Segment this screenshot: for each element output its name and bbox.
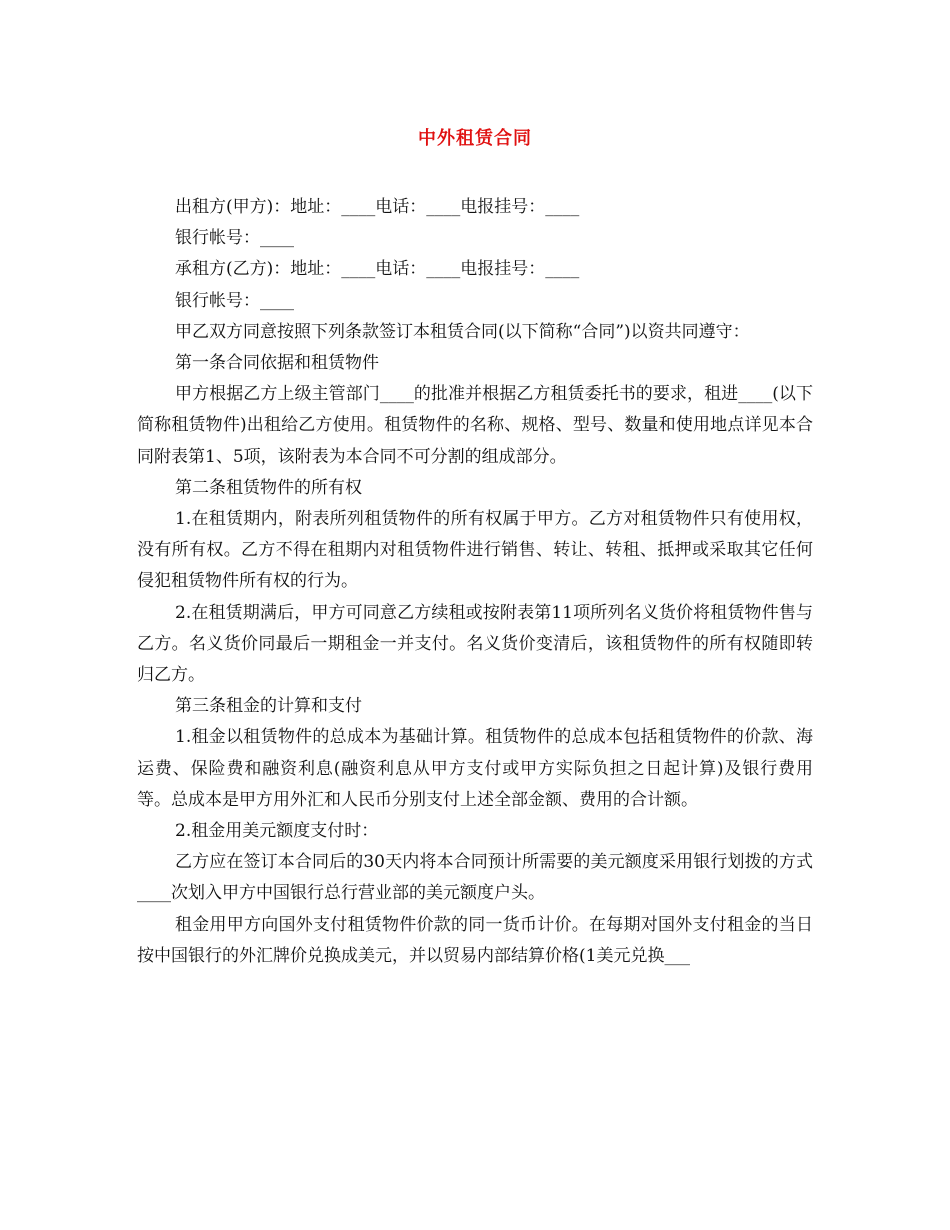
contract-intro: 甲乙双方同意按照下列条款签订本租赁合同(以下简称“合同”)以资共同遵守： [175, 321, 750, 342]
article-2-heading: 第二条租赁物件的所有权 [175, 477, 362, 498]
lessor-info-line: 出租方(甲方)：地址：____电话：____电报挂号：____ [175, 197, 580, 217]
document-title: 中外租赁合同 [418, 128, 532, 149]
article-3-paragraph-4: 租金用甲方向国外支付租赁物件价款的同一货币计价。在每期对国外支付租金的当日按中国银行的外汇牌价兑换成美元，并以贸易内部结算价格(1美元兑换___ [137, 914, 813, 966]
article-1-paragraph-1: 甲方根据乙方上级主管部门____的批准并根据乙方租赁委托书的要求，租进____(以下简称租赁物件)出租给乙方使用。租赁物件的名称、规格、型号、数量和使用地点详见本合同附表第1、5项，该附表为本合同不可分割的组成部分。 [137, 384, 813, 467]
article-3-paragraph-2: 2.租金用美元额度支付时： [175, 821, 379, 842]
article-3-paragraph-1: 1.租金以租赁物件的总成本为基础计算。租赁物件的总成本包括租赁物件的价款、海运费、保险费和融资利息(融资利息从甲方支付或甲方实际负担之日起计算)及银行费用等。总成本是甲方用外汇和人民币分别支付上述全部金额、费用的合计额。 [137, 727, 813, 810]
article-2-paragraph-2: 2.在租赁期满后，甲方可同意乙方续租或按附表第11项所列名义货价将租赁物件售与乙方。名义货价同最后一期租金一并支付。名义货价变清后，该租赁物件的所有权随即转归乙方。 [137, 602, 813, 686]
lessee-bank-account-line: 银行帐号：____ [175, 290, 294, 311]
article-1-heading: 第一条合同依据和租赁物件 [175, 353, 379, 374]
article-3-heading: 第三条租金的计算和支付 [175, 696, 362, 717]
lessor-bank-account-line: 银行帐号：____ [175, 228, 294, 249]
article-3-paragraph-3: 乙方应在签订本合同后的30天内将本合同预计所需要的美元额度采用银行划拨的方式____次划入甲方中国银行总行营业部的美元额度户头。 [137, 852, 813, 904]
article-2-paragraph-1: 1.在租赁期内，附表所列租赁物件的所有权属于甲方。乙方对租赁物件只有使用权，没有所有权。乙方不得在租期内对租赁物件进行销售、转让、转租、抵押或采取其它任何侵犯租赁物件所有权的行为。 [137, 509, 813, 592]
document-body [137, 192, 813, 972]
lessee-info-line: 承租方(乙方)：地址：____电话：____电报挂号：____ [175, 259, 580, 280]
